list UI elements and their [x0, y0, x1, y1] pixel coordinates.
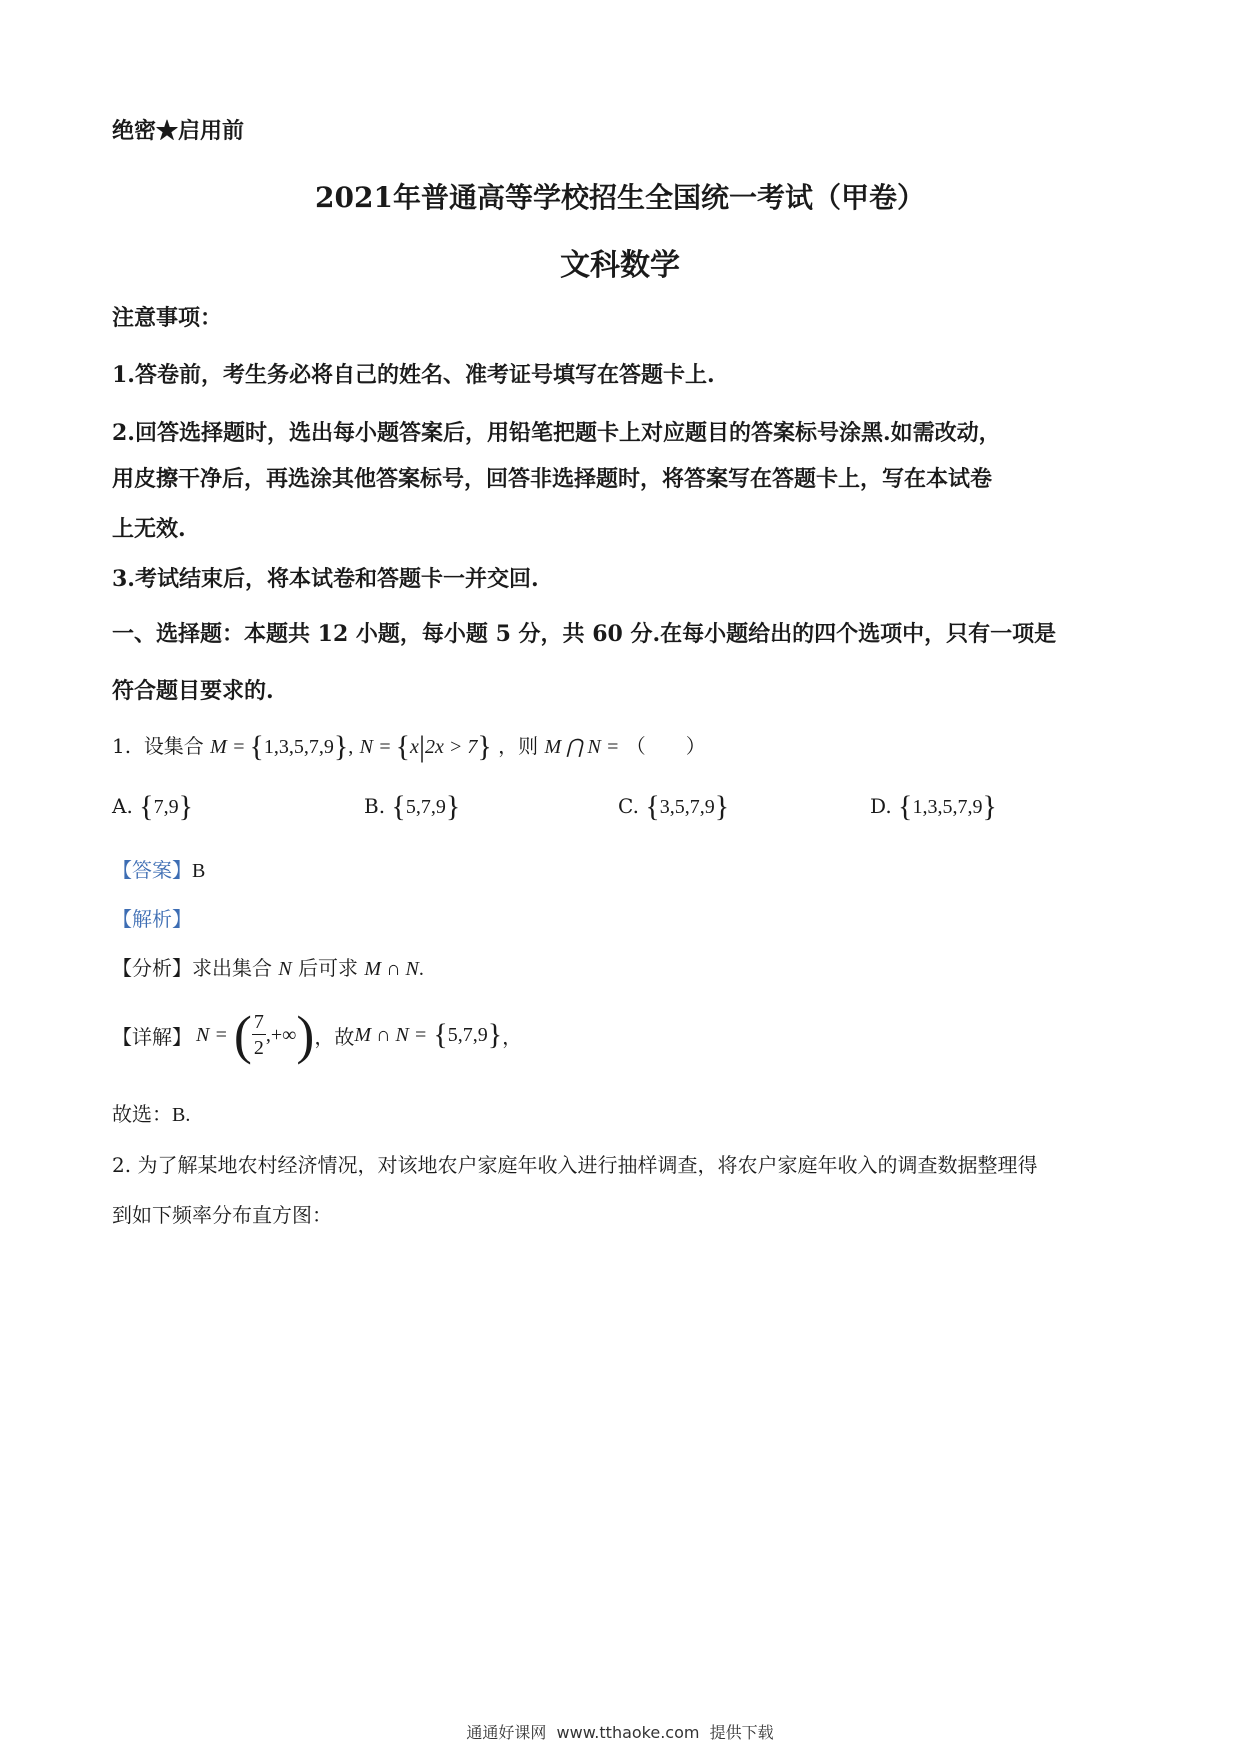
exam-subtitle: 文科数学	[560, 248, 680, 283]
xiangjie-result: 5,7,9	[447, 1023, 488, 1046]
section-heading-line-1: 一、选择题：本题共 12 小题，每小题 5 分，共 60 分.在每小题给出的四个选项中，只有一项是	[112, 621, 1057, 647]
note-item-1: 1.答卷前，考生务必将自己的姓名、准考证号填写在答题卡上.	[112, 362, 715, 388]
conclusion-prefix: 故选：	[112, 1102, 172, 1126]
note-item-3: 3.考试结束后，将本试卷和答题卡一并交回.	[112, 566, 539, 592]
option-b: B. {5,7,9}	[364, 790, 461, 823]
question-2-line-1: 2. 为了解某地农村经济情况，对该地农户家庭年收入进行抽样调查，将农户家庭年收入的调查数据整理得	[112, 1153, 1038, 1177]
set-n-variable: x	[410, 736, 419, 758]
conclusion-answer: B.	[172, 1104, 191, 1126]
question-text: 设集合	[143, 734, 204, 758]
section-heading-line-2: 符合题目要求的.	[112, 678, 274, 704]
question-text-then: ，则	[498, 734, 539, 758]
set-m-elements: 1,3,5,7,9	[263, 736, 334, 758]
question-1-stem: 1. 设集合 M = {1,3,5,7,9}, N = {x|2x > 7} ，则 M ⋂ N = （ ）	[112, 730, 706, 763]
xiangjie-line: 【详解】 N = ( $\frac{7}{2}$ ,+∞ ) ，故 M ∩ N = { 5,7,9 } ，	[112, 1005, 523, 1065]
page-footer	[0, 1720, 1240, 1743]
conclusion-line	[112, 1098, 190, 1127]
option-label: B.	[364, 794, 386, 818]
question-2-line-2: 到如下频率分布直方图：	[112, 1203, 332, 1227]
note-item-2-line-3: 上无效.	[112, 516, 186, 542]
notes-heading: 注意事项：	[112, 305, 223, 331]
fraction-numerator: 7	[253, 1011, 264, 1033]
xiangjie-text: ，故	[314, 1024, 355, 1049]
footer-site-name: 通通好课网	[466, 1723, 547, 1742]
fenxi-tag: 【分析】	[112, 956, 192, 980]
note-item-2-line-2: 用皮擦干净后，再选涂其他答案标号，回答非选择题时，将答案写在答题卡上，写在本试卷	[112, 466, 993, 492]
fenxi-text-b: 后可求	[298, 956, 359, 980]
option-value: 7,9	[153, 796, 179, 818]
fraction	[252, 1012, 266, 1058]
xiangjie-expression: M ∩ N =	[354, 1023, 428, 1046]
option-label: D.	[870, 794, 892, 818]
infinity-bound: ,+∞	[265, 1023, 297, 1046]
option-label: C.	[618, 794, 639, 818]
option-c: C. {3,5,7,9}	[618, 790, 730, 823]
xiangjie-n: N =	[196, 1023, 228, 1046]
exam-title: 2021年普通高等学校招生全国统一考试（甲卷）	[315, 181, 925, 214]
question-number: 1.	[112, 734, 132, 758]
xiangjie-tag: 【详解】	[112, 1024, 192, 1049]
answer-value: B	[192, 860, 206, 882]
answer-tag: 【答案】	[112, 858, 192, 882]
footer-url[interactable]: www.tthaoke.com	[556, 1723, 700, 1742]
set-n-condition: 2x > 7	[424, 736, 478, 758]
answer-blank: （ ）	[625, 734, 706, 758]
option-value: 3,5,7,9	[659, 796, 715, 818]
option-value: 1,3,5,7,9	[912, 796, 983, 818]
fenxi-variable: N	[278, 958, 292, 980]
secret-label: 绝密★启用前	[112, 118, 245, 144]
set-m-name: M	[210, 736, 227, 758]
question-expression: M ⋂ N =	[544, 736, 620, 758]
fenxi-expression: M ∩ N	[364, 958, 419, 980]
option-d: D. {1,3,5,7,9}	[870, 790, 997, 823]
option-label: A.	[112, 794, 133, 818]
option-value: 5,7,9	[405, 796, 446, 818]
answer-line	[112, 854, 205, 883]
fraction-denominator: 2	[252, 1034, 266, 1058]
analysis-tag: 【解析】	[112, 907, 192, 931]
note-item-2-line-1: 2.回答选择题时，选出每小题答案后，用铅笔把题卡上对应题目的答案标号涂黑.如需改动，	[112, 420, 1001, 446]
option-a: A. {7,9}	[112, 790, 193, 823]
footer-suffix: 提供下载	[709, 1723, 774, 1742]
fenxi-text: 求出集合	[192, 956, 272, 980]
fenxi-line: 【分析】求出集合 N 后可求 M ∩ N.	[112, 956, 424, 980]
set-n-name: N	[359, 736, 373, 758]
